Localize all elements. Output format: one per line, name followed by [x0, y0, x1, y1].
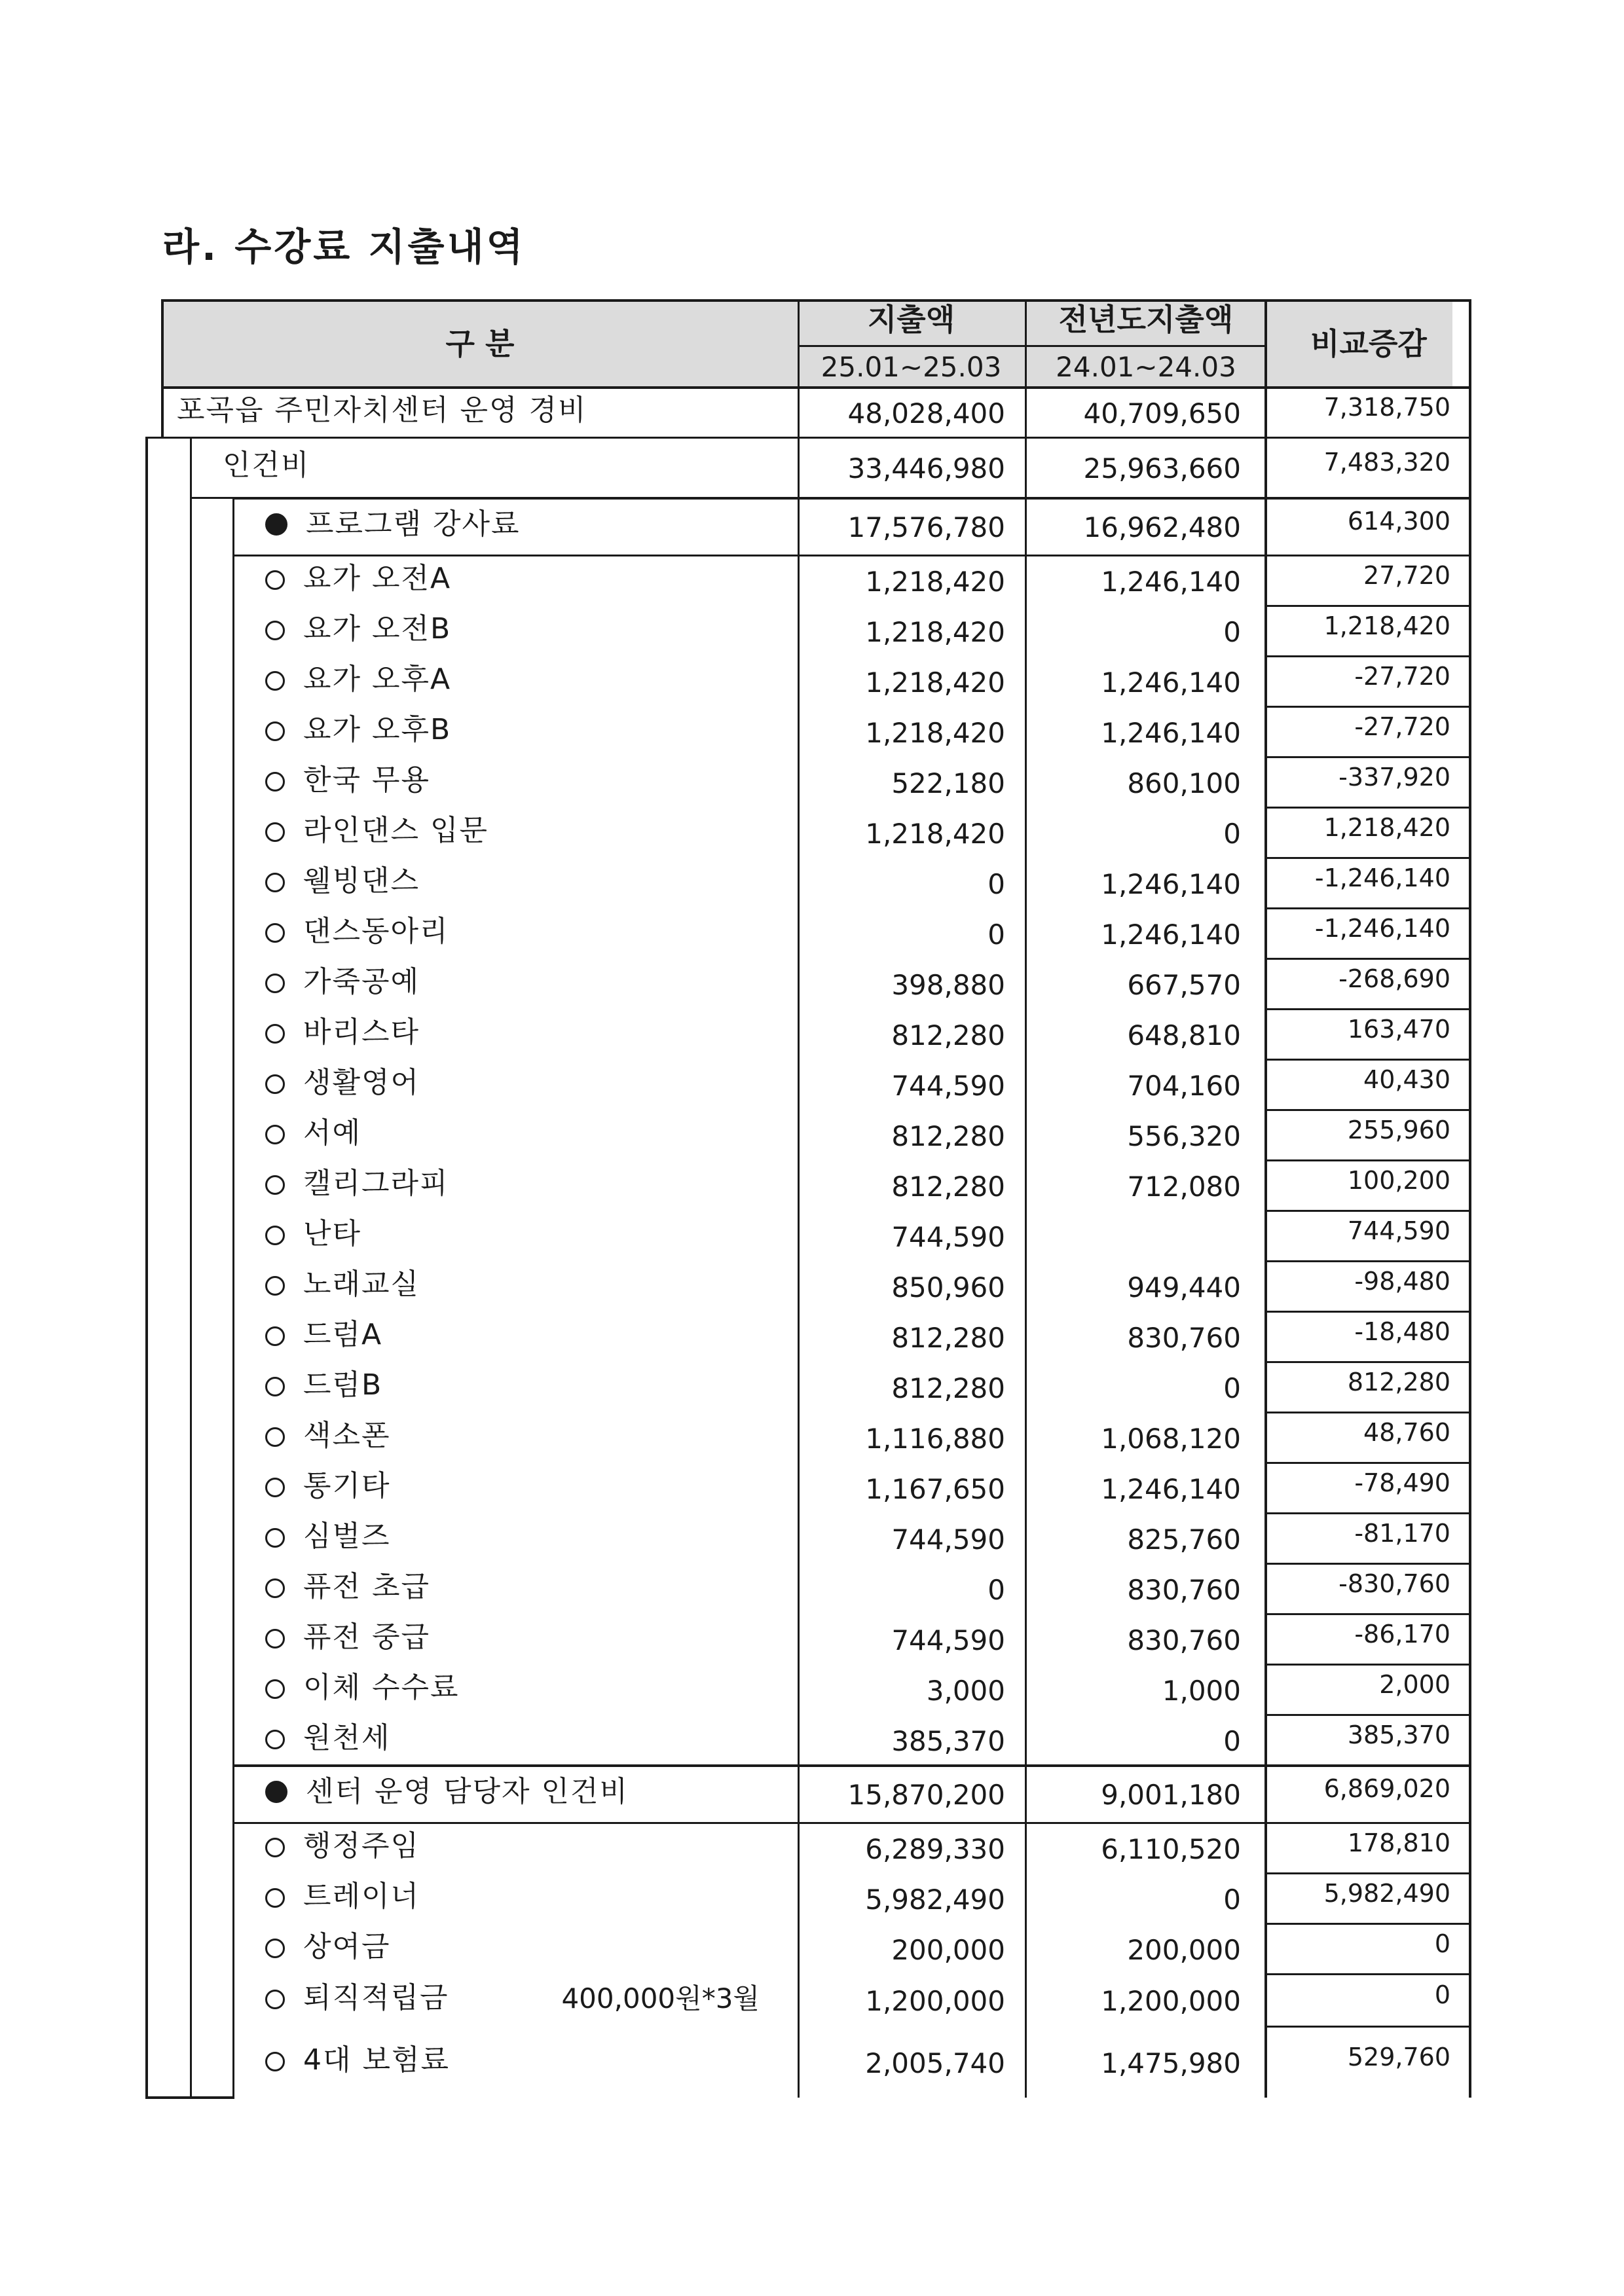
item-label	[265, 2043, 450, 2077]
previous-expense-value: 16,962,480	[1083, 511, 1241, 543]
open-circle-icon	[265, 1578, 285, 1598]
open-circle-icon	[265, 621, 285, 640]
previous-expense-value: 1,068,120	[1101, 1422, 1241, 1455]
current-expense-value: 0	[987, 867, 1005, 900]
current-expense-value: 1,218,420	[865, 615, 1005, 648]
difference-value: 1,218,420	[1323, 812, 1450, 842]
difference-value: -1,246,140	[1314, 913, 1450, 943]
previous-expense-value: 9,001,180	[1101, 1779, 1241, 1811]
previous-expense-value: 1,246,140	[1101, 918, 1241, 951]
previous-expense-value: 40,709,650	[1083, 397, 1241, 429]
item-label	[265, 712, 452, 746]
previous-expense-value: 830,760	[1127, 1573, 1241, 1606]
difference-value: 529,760	[1347, 2043, 1450, 2071]
row-label-text: 퓨전 중급	[303, 1620, 431, 1654]
open-circle-icon	[265, 1226, 285, 1245]
difference-value: -78,490	[1354, 1468, 1450, 1497]
item-label	[265, 1468, 391, 1503]
row-label-text: 통기타	[303, 1468, 391, 1503]
current-expense-value: 1,218,420	[865, 666, 1005, 699]
row-label-text: 요가 오후B	[303, 712, 452, 746]
header-bottom-border	[162, 386, 1471, 389]
difference-value: 385,370	[1347, 1720, 1450, 1749]
previous-expense-value: 648,810	[1127, 1019, 1241, 1051]
open-circle-icon	[265, 1838, 285, 1857]
row-label-text: 요가 오전A	[303, 561, 452, 595]
open-circle-icon	[265, 1427, 285, 1447]
current-expense-value: 812,280	[891, 1120, 1005, 1152]
difference-value: -86,170	[1354, 1619, 1450, 1649]
open-circle-icon	[265, 1939, 285, 1958]
difference-value: 40,430	[1363, 1065, 1450, 1094]
row-separator	[190, 437, 1470, 439]
current-expense-value: 5,982,490	[865, 1883, 1005, 1916]
row-separator	[1264, 1512, 1470, 1514]
difference-value: 27,720	[1363, 560, 1450, 590]
header-previous-expense: 전년도지출액	[1058, 302, 1234, 337]
item-label	[265, 1929, 391, 1963]
row-label-text: 상여금	[303, 1929, 391, 1963]
item-label	[265, 662, 452, 696]
item-label	[265, 1569, 431, 1603]
difference-value: -98,480	[1354, 1266, 1450, 1296]
open-circle-icon	[265, 1679, 285, 1699]
row-label-text: 드럼A	[303, 1317, 383, 1351]
group-label	[177, 393, 587, 427]
row-label-text: 원천세	[303, 1721, 391, 1755]
open-circle-icon	[265, 1377, 285, 1396]
row-separator	[1264, 706, 1470, 708]
current-expense-value: 0	[987, 918, 1005, 951]
difference-value: 255,960	[1347, 1115, 1450, 1144]
row-label-text: 댄스동아리	[303, 914, 449, 948]
item-label	[265, 1116, 362, 1150]
tree-bottom-border	[145, 2096, 234, 2099]
row-separator	[1264, 1714, 1470, 1716]
header-current-expense: 지출액	[867, 302, 955, 337]
current-expense-value: 2,005,740	[865, 2047, 1005, 2079]
tree-guide-level-1	[190, 437, 192, 2098]
difference-value: 812,280	[1347, 1367, 1450, 1396]
difference-value: 0	[1434, 1929, 1450, 1958]
difference-value: -27,720	[1354, 661, 1450, 691]
item-label	[265, 813, 489, 847]
current-expense-value: 3,000	[926, 1674, 1005, 1707]
row-label-text: 요가 오전B	[303, 611, 452, 646]
open-circle-icon	[265, 923, 285, 943]
row-label-text: 행정주임	[303, 1829, 420, 1863]
row-separator	[1264, 1664, 1470, 1666]
row-label-text: 색소폰	[303, 1418, 391, 1452]
difference-value: 163,470	[1347, 1014, 1450, 1044]
row-label-text: 심벌즈	[303, 1519, 391, 1553]
difference-value: 7,318,750	[1323, 392, 1450, 422]
difference-value: -830,760	[1338, 1569, 1450, 1598]
header-current-period: 25.01~25.03	[821, 351, 1002, 383]
current-expense-value: 48,028,400	[847, 397, 1005, 429]
row-separator	[1264, 1109, 1470, 1111]
item-label	[265, 1015, 420, 1049]
row-separator	[1264, 1210, 1470, 1212]
previous-expense-value: 1,246,140	[1101, 666, 1241, 699]
difference-value: -27,720	[1354, 712, 1450, 741]
row-label-text: 바리스타	[303, 1015, 420, 1049]
open-circle-icon	[265, 1326, 285, 1346]
row-separator	[232, 1764, 1470, 1767]
current-expense-value: 6,289,330	[865, 1832, 1005, 1865]
previous-expense-value: 25,963,660	[1083, 452, 1241, 484]
previous-expense-value: 1,200,000	[1101, 1985, 1241, 2017]
previous-expense-value: 1,246,140	[1101, 1472, 1241, 1505]
item-label	[265, 611, 452, 646]
difference-value: 1,218,420	[1323, 611, 1450, 640]
row-separator	[1264, 907, 1470, 909]
row-separator	[1264, 1973, 1470, 1975]
row-separator	[1264, 1462, 1470, 1464]
item-label	[265, 1981, 449, 2014]
row-separator	[1264, 958, 1470, 960]
item-label	[265, 1879, 420, 1913]
header-previous-period: 24.01~24.03	[1056, 351, 1236, 383]
difference-value: -18,480	[1354, 1317, 1450, 1346]
previous-expense-value: 830,760	[1127, 1321, 1241, 1354]
difference-value: 0	[1434, 1980, 1450, 2009]
row-separator	[1264, 1260, 1470, 1262]
previous-expense-value: 0	[1223, 817, 1241, 850]
current-expense-value: 1,218,420	[865, 817, 1005, 850]
current-expense-value: 1,218,420	[865, 565, 1005, 598]
item-label	[265, 1216, 362, 1250]
group-label	[223, 448, 310, 482]
filled-circle-icon	[265, 513, 287, 536]
current-expense-value: 1,167,650	[865, 1472, 1005, 1505]
difference-value: 7,483,320	[1323, 448, 1450, 477]
current-expense-value: 744,590	[891, 1069, 1005, 1102]
difference-value: 2,000	[1379, 1669, 1450, 1699]
item-label	[265, 964, 420, 998]
row-label-text: 이체 수수료	[303, 1670, 460, 1704]
item-label	[265, 1065, 420, 1099]
row-separator	[1264, 1059, 1470, 1061]
row-separator	[1264, 1361, 1470, 1363]
row-label-text: 가죽공예	[303, 964, 420, 998]
previous-expense-value: 704,160	[1127, 1069, 1241, 1102]
header-period-divider	[798, 345, 1267, 347]
open-circle-icon	[265, 570, 285, 590]
difference-value: -1,246,140	[1314, 863, 1450, 892]
difference-value: -81,170	[1354, 1518, 1450, 1548]
row-separator	[1264, 1563, 1470, 1565]
previous-expense-value: 0	[1223, 1372, 1241, 1404]
open-circle-icon	[265, 974, 285, 993]
item-label	[265, 1721, 391, 1755]
open-circle-icon	[265, 1629, 285, 1649]
current-expense-value: 744,590	[891, 1523, 1005, 1556]
header-category: 구 분	[445, 326, 515, 361]
row-separator	[1264, 756, 1470, 758]
row-separator	[1264, 1008, 1470, 1010]
current-expense-value: 812,280	[891, 1170, 1005, 1203]
previous-expense-value: 949,440	[1127, 1271, 1241, 1303]
row-note: 400,000원*3월	[561, 1982, 760, 2014]
current-expense-value: 385,370	[891, 1724, 1005, 1757]
item-label	[265, 864, 420, 898]
open-circle-icon	[265, 721, 285, 741]
previous-expense-value: 712,080	[1127, 1170, 1241, 1203]
current-expense-value: 744,590	[891, 1220, 1005, 1253]
difference-value: 614,300	[1347, 507, 1450, 536]
row-separator	[1264, 1311, 1470, 1313]
subtotal-label	[265, 1777, 629, 1806]
current-expense-value: 812,280	[891, 1321, 1005, 1354]
previous-expense-value: 1,246,140	[1101, 716, 1241, 749]
item-label	[265, 1368, 383, 1402]
current-expense-value: 850,960	[891, 1271, 1005, 1303]
item-label	[265, 1670, 460, 1704]
open-circle-icon	[265, 1125, 285, 1144]
row-label-text: 캘리그라피	[303, 1166, 449, 1200]
row-separator	[1264, 605, 1470, 607]
item-label	[265, 1317, 383, 1351]
row-label-text: 난타	[303, 1216, 362, 1250]
open-circle-icon	[265, 1478, 285, 1497]
open-circle-icon	[265, 822, 285, 842]
difference-value: 48,760	[1363, 1417, 1450, 1447]
current-expense-value: 15,870,200	[847, 1779, 1005, 1811]
current-expense-value: 200,000	[891, 1933, 1005, 1966]
current-expense-value: 1,116,880	[865, 1422, 1005, 1455]
current-expense-value: 812,280	[891, 1372, 1005, 1404]
current-expense-value: 1,200,000	[865, 1985, 1005, 2017]
row-label-text: 퇴직적립금	[303, 1981, 449, 2014]
item-label	[265, 1829, 420, 1863]
open-circle-icon	[265, 772, 285, 792]
current-expense-value: 522,180	[891, 767, 1005, 799]
row-separator	[1264, 857, 1470, 859]
previous-expense-value: 825,760	[1127, 1523, 1241, 1556]
item-label	[265, 1620, 431, 1654]
row-label-text: 프로그램 강사료	[306, 507, 521, 541]
item-label	[265, 763, 431, 797]
row-label-text: 웰빙댄스	[303, 864, 420, 898]
row-label-text: 트레이너	[303, 1879, 420, 1913]
difference-value: -268,690	[1338, 964, 1450, 993]
row-label-text: 퓨전 초급	[303, 1569, 431, 1603]
row-label-text: 라인댄스 입문	[303, 813, 489, 847]
header-difference: 비교증감	[1310, 326, 1427, 361]
page-title: 라. 수강료 지출내역	[162, 225, 526, 269]
row-label-text: 노래교실	[303, 1267, 420, 1301]
previous-expense-value: 200,000	[1127, 1933, 1241, 1966]
open-circle-icon	[265, 873, 285, 892]
open-circle-icon	[265, 1276, 285, 1296]
row-separator	[1264, 655, 1470, 657]
previous-expense-value: 6,110,520	[1101, 1832, 1241, 1865]
row-label-text: 센터 운영 담당자 인건비	[306, 1775, 629, 1808]
row-label-text: 드럼B	[303, 1368, 383, 1402]
filled-circle-icon	[265, 1781, 287, 1803]
table-top-border	[162, 299, 1471, 302]
item-label	[265, 1418, 391, 1452]
previous-expense-value: 667,570	[1127, 968, 1241, 1001]
row-separator	[1264, 2026, 1470, 2028]
difference-value: 178,810	[1347, 1828, 1450, 1857]
row-label-text: 생활영어	[303, 1065, 420, 1099]
open-circle-icon	[265, 671, 285, 691]
row-label-text: 요가 오후A	[303, 662, 452, 696]
table-left-border	[161, 299, 164, 437]
open-circle-icon	[265, 1024, 285, 1044]
difference-value: 6,869,020	[1323, 1774, 1450, 1803]
current-expense-value: 1,218,420	[865, 716, 1005, 749]
previous-expense-value: 0	[1223, 615, 1241, 648]
difference-value: 5,982,490	[1323, 1878, 1450, 1908]
row-label-text: 한국 무용	[303, 763, 431, 797]
previous-expense-value: 1,000	[1162, 1674, 1241, 1707]
current-expense-value: 398,880	[891, 968, 1005, 1001]
row-label-text: 서예	[303, 1116, 362, 1150]
row-separator	[1264, 1923, 1470, 1925]
open-circle-icon	[265, 1990, 285, 2009]
open-circle-icon	[265, 1074, 285, 1094]
previous-expense-value: 830,760	[1127, 1624, 1241, 1656]
row-separator	[1264, 1412, 1470, 1413]
open-circle-icon	[265, 2052, 285, 2071]
row-separator	[232, 497, 1470, 500]
row-separator	[232, 1822, 1470, 1824]
row-label-text: 인건비	[223, 448, 310, 482]
open-circle-icon	[265, 1528, 285, 1548]
open-circle-icon	[265, 1175, 285, 1195]
tree-guide-level-0	[145, 437, 148, 2098]
previous-expense-value: 1,475,980	[1101, 2047, 1241, 2079]
current-expense-value: 17,576,780	[847, 511, 1005, 543]
item-label	[265, 1267, 420, 1301]
previous-expense-value: 860,100	[1127, 767, 1241, 799]
row-separator	[1264, 807, 1470, 809]
difference-value: -337,920	[1338, 762, 1450, 792]
row-separator	[1264, 1159, 1470, 1161]
open-circle-icon	[265, 1888, 285, 1908]
item-label	[265, 1166, 449, 1200]
row-separator	[1264, 1613, 1470, 1615]
row-separator	[1264, 1872, 1470, 1874]
open-circle-icon	[265, 1730, 285, 1749]
previous-expense-value: 1,246,140	[1101, 565, 1241, 598]
row-label-text: 4대 보험료	[303, 2043, 450, 2077]
difference-value: 744,590	[1347, 1216, 1450, 1245]
item-label	[265, 561, 452, 595]
table-right-border	[1469, 299, 1471, 2098]
row-label-text: 포곡읍 주민자치센터 운영 경비	[177, 393, 587, 427]
current-expense-value: 33,446,980	[847, 452, 1005, 484]
item-label	[265, 1519, 391, 1553]
current-expense-value: 0	[987, 1573, 1005, 1606]
subtotal-label	[265, 507, 521, 541]
previous-expense-value: 1,246,140	[1101, 867, 1241, 900]
tree-guide-level-2	[232, 497, 234, 2098]
row-separator	[232, 555, 1470, 556]
previous-expense-value: 0	[1223, 1883, 1241, 1916]
previous-expense-value: 0	[1223, 1724, 1241, 1757]
item-label	[265, 914, 449, 948]
previous-expense-value: 556,320	[1127, 1120, 1241, 1152]
current-expense-value: 744,590	[891, 1624, 1005, 1656]
current-expense-value: 812,280	[891, 1019, 1005, 1051]
difference-value: 100,200	[1347, 1165, 1450, 1195]
